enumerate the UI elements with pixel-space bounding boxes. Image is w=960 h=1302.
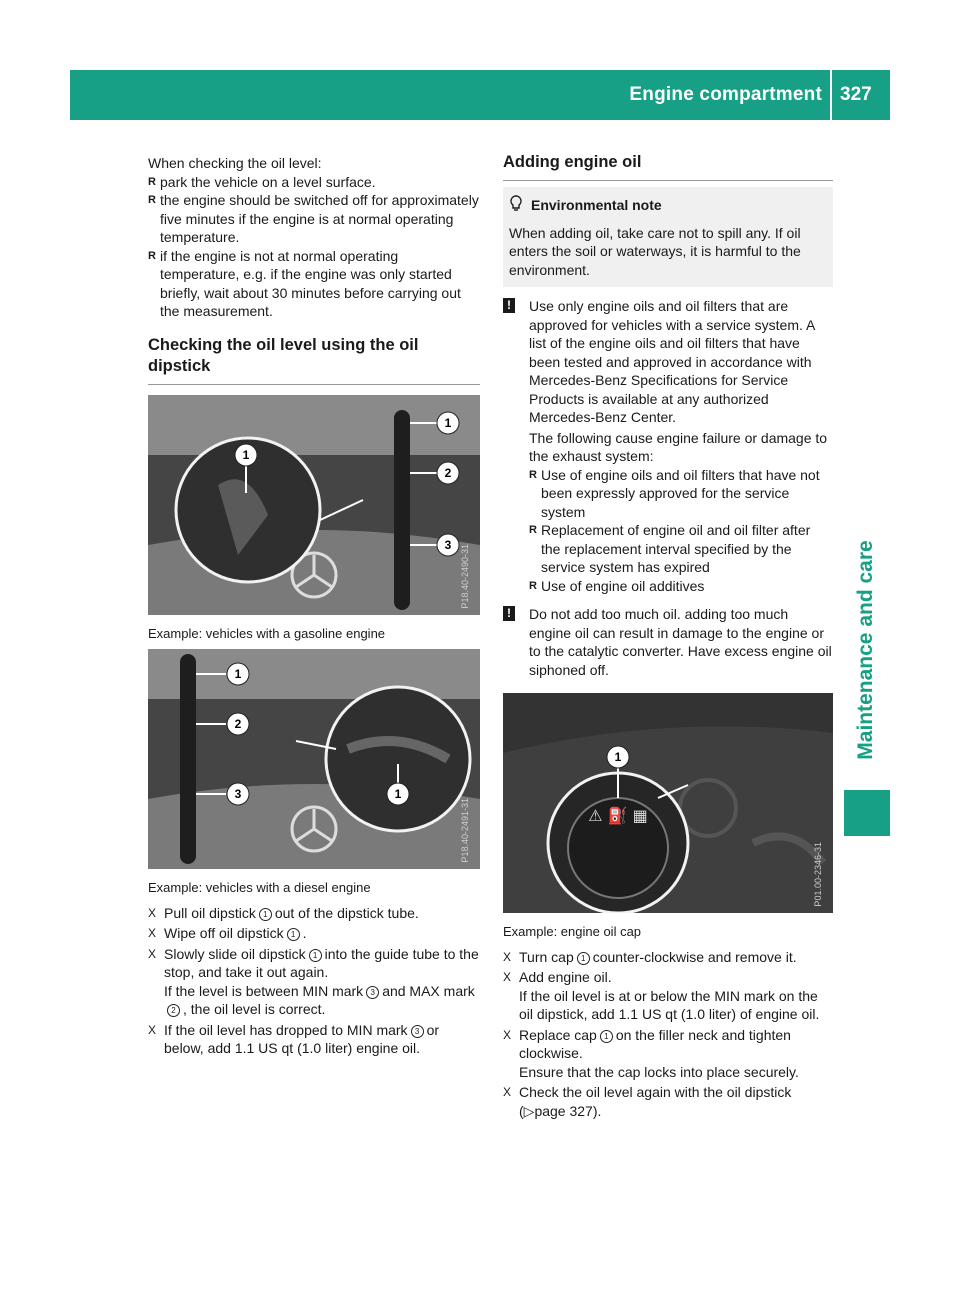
right-column [503, 152, 833, 1122]
callout-1: 1 [614, 750, 622, 764]
bullet-icon: R [148, 175, 156, 188]
heading-rule [503, 180, 833, 181]
side-tab-label: Maintenance and care [854, 540, 877, 760]
step-arrow-icon: X [148, 1022, 157, 1037]
page-reference-link[interactable]: page 327). [534, 1102, 602, 1119]
list-item [148, 173, 480, 192]
list-item [529, 466, 833, 522]
step-arrow-icon: X [148, 946, 157, 961]
step-text: If the level is between MIN mark [164, 982, 364, 999]
environmental-note-header [509, 195, 825, 216]
warning-block [503, 605, 833, 679]
environmental-note-text: When adding oil, take care not to spill any. If oil enters the soil or waterways, it is harmful to the environment. [509, 224, 801, 278]
photo-reference: P18.40-2491-31 [459, 798, 470, 863]
bullet-icon: R [529, 468, 537, 481]
left-column [148, 154, 480, 1060]
step-text: Wipe off oil dipstick [164, 925, 284, 941]
step-text: Replace cap [519, 1026, 597, 1043]
step-text: . [302, 925, 307, 941]
callout-1: 1 [309, 949, 322, 962]
callout-2: 2 [444, 465, 452, 480]
callout-1: 1 [577, 952, 590, 965]
callout-3: 3 [444, 537, 452, 552]
side-tab-marker [844, 790, 890, 836]
step-text: Slowly slide oil dipstick [164, 945, 306, 962]
step-arrow-icon: X [503, 949, 512, 964]
list-item-text: if the engine is not at normal operating temperature, e.g. if the engine was only started briefly, wait about 30 minutes before carrying out the measurement. [160, 247, 461, 319]
step-text: on the filler neck and tighten clockwise. [519, 1026, 791, 1061]
step-text: Add engine oil. [519, 969, 612, 985]
step-arrow-icon: X [503, 970, 512, 984]
section-title: Engine compartment [629, 84, 822, 105]
list-item [529, 521, 833, 577]
list-item [148, 191, 480, 247]
bullet-icon: R [529, 524, 537, 536]
step-item [503, 1083, 833, 1120]
list-item-text: Use of engine oils and oil filters that have not been expressly approved for the service system [541, 466, 820, 520]
callout-1: 1 [394, 787, 402, 801]
step-arrow-icon: X [148, 905, 157, 920]
step-item [148, 1021, 480, 1058]
step-arrow-icon: X [148, 926, 157, 940]
step-text: If the oil level is at or below the MIN mark on the oil dipstick, add 1.1 US qt (1.0 liter) of engine oil. [519, 987, 820, 1022]
list-item [529, 577, 833, 596]
step-text: into the guide tube to the stop, and take it out again. [164, 945, 479, 980]
step-text: counter-clockwise and remove it. [592, 948, 797, 965]
warning-text: The following cause engine failure or damage to the exhaust system: [529, 429, 828, 464]
warning-list [529, 466, 833, 596]
photo-caption: Example: vehicles with a gasoline engine [148, 625, 386, 641]
step-text: Pull oil dipstick [164, 904, 256, 921]
callout-3: 3 [366, 986, 379, 999]
warning-text: Use only engine oils and oil filters that are approved for vehicles with a service system. A list of the engine oils and oil filters that have been tested and approved in accordance with Mercedes-Benz Specifications for Service Products is available at any authorized Mercedes-Benz Center. [529, 298, 815, 425]
step-list [148, 904, 480, 1058]
step-text: and MAX mark [382, 982, 475, 999]
heading-rule [148, 384, 480, 385]
callout-1: 1 [234, 667, 242, 681]
photo-reference: P18.40-2490-31 [459, 543, 470, 609]
step-item [148, 924, 480, 943]
list-item-text: park the vehicle on a level surface. [160, 173, 376, 190]
callout-1: 1 [259, 908, 272, 921]
photo-reference: P01.00-2346-31 [812, 842, 823, 907]
intro-text: When checking the oil level: [148, 155, 322, 171]
step-text: If the oil level has dropped to MIN mark [164, 1021, 408, 1038]
section-heading: Adding engine oil [503, 153, 642, 171]
header-divider [830, 70, 832, 120]
page-reference-arrow-icon: ▷ [523, 1102, 535, 1119]
step-arrow-icon: X [503, 1085, 512, 1099]
step-item [503, 1026, 833, 1082]
step-text: Turn cap [519, 948, 574, 965]
callout-2: 2 [167, 1004, 180, 1017]
photo-caption: Example: engine oil cap [503, 924, 642, 939]
callout-1: 1 [600, 1030, 613, 1043]
step-text: out of the dipstick tube. [274, 904, 419, 921]
callout-1: 1 [444, 415, 452, 430]
list-item [148, 247, 480, 321]
engine-photo-diesel [148, 649, 480, 869]
oil-cap-photo [503, 693, 833, 913]
intro-list [148, 173, 480, 321]
step-item [148, 904, 480, 923]
svg-text:⚠ ⛽ ▦: ⚠ ⛽ ▦ [588, 806, 648, 825]
callout-3: 3 [411, 1025, 424, 1038]
list-item-text: the engine should be switched off for approximately five minutes if the engine is at normal operating temperature. [160, 192, 479, 245]
callout-2: 2 [234, 717, 242, 731]
lightbulb-icon [509, 195, 531, 216]
step-arrow-icon: X [503, 1027, 512, 1042]
callout-1: 1 [287, 928, 300, 941]
step-text: Check the oil level again with the oil dipstick ( [519, 1084, 792, 1119]
section-heading: Checking the oil level using the oil dipstick [148, 335, 419, 375]
photo-caption: Example: vehicles with a diesel engine [148, 880, 371, 895]
step-text: or below, add 1.1 US qt (1.0 liter) engine oil. [164, 1021, 440, 1056]
callout-3: 3 [234, 787, 242, 801]
page-number: 327 [840, 84, 872, 105]
step-text: Ensure that the cap locks into place securely. [519, 1063, 799, 1080]
environmental-note [503, 187, 833, 287]
step-item [503, 948, 833, 967]
bullet-icon: R [529, 579, 537, 592]
callout-1: 1 [242, 447, 250, 462]
step-text: , the oil level is correct. [183, 1001, 326, 1017]
step-item [503, 968, 833, 1024]
step-item [148, 945, 480, 1019]
list-item-text: Use of engine oil additives [541, 577, 705, 594]
environmental-note-title: Environmental note [531, 197, 662, 213]
warning-icon: ! [503, 298, 515, 313]
bullet-icon: R [148, 194, 156, 206]
warning-icon: ! [503, 606, 515, 621]
warning-text: Do not add too much oil. adding too much engine oil can result in damage to the engine or to the catalytic converter. Have excess engine oil siphoned off. [529, 606, 832, 678]
step-list [503, 948, 833, 1121]
warning-block [503, 297, 833, 595]
list-item-text: Replacement of engine oil and oil filter after the replacement interval specified by the service system has expired [541, 522, 811, 575]
engine-photo-gasoline [148, 395, 480, 615]
bullet-icon: R [148, 249, 156, 262]
